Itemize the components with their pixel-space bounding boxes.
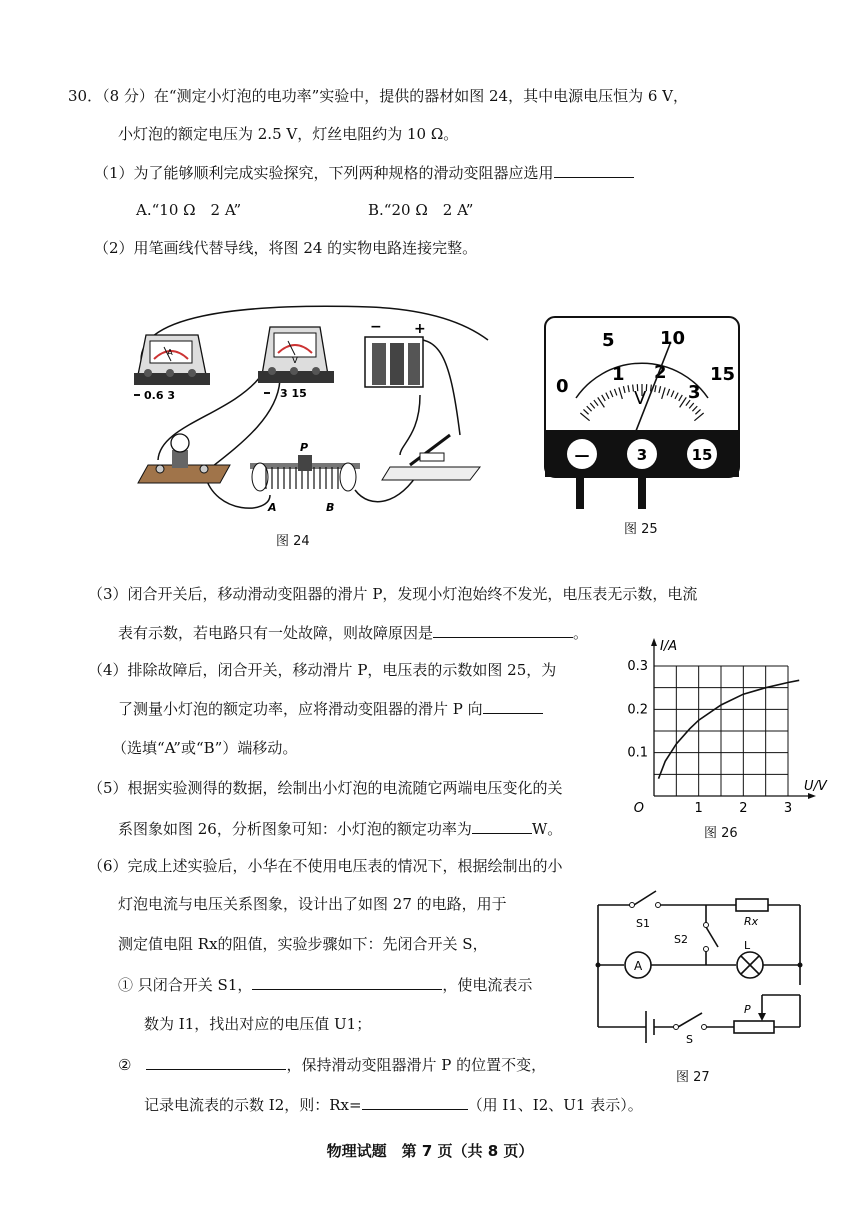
svg-text:0.6 3: 0.6 3 — [144, 389, 175, 402]
step2-line1: ② ，保持滑动变阻器滑片 P 的位置不变， — [118, 1056, 547, 1074]
svg-text:15: 15 — [710, 364, 736, 385]
part5-answer-blank[interactable] — [472, 818, 532, 834]
y-tick-label: 0.3 — [627, 659, 648, 674]
svg-text:3: 3 — [636, 446, 648, 464]
svg-text:3 15: 3 15 — [280, 387, 307, 400]
battery-pack — [365, 319, 426, 387]
part3-answer-blank[interactable] — [433, 622, 573, 638]
svg-text:V: V — [291, 356, 299, 366]
svg-text:+: + — [414, 321, 426, 337]
part4-line2: 了测量小灯泡的额定功率，应将滑动变阻器的滑片 P 向 — [118, 698, 543, 719]
origin-label: O — [633, 801, 644, 816]
svg-text:B: B — [326, 501, 335, 514]
y-tick-label: 0.1 — [627, 745, 648, 761]
step1-answer-blank[interactable] — [252, 974, 442, 990]
part5-line1: （5）根据实验测得的数据，绘制出小灯泡的电流随它两端电压变化的关 — [88, 779, 563, 797]
part3-line1: （3）闭合开关后，移动滑动变阻器的滑片 P，发现小灯泡始终不发光，电压表无示数，电流 — [88, 585, 698, 603]
rx-answer-blank[interactable] — [362, 1094, 468, 1110]
svg-text:5: 5 — [602, 330, 615, 351]
part1-answer-blank[interactable] — [554, 162, 634, 178]
figure-24-caption: 图 24 — [276, 534, 310, 549]
figure-27-caption: 图 27 — [676, 1070, 710, 1085]
svg-text:Rx: Rx — [744, 915, 759, 928]
svg-text:—: — — [574, 446, 590, 464]
question-header-line2: 小灯泡的额定电压为 2.5 V，灯丝电阻约为 10 Ω。 — [118, 125, 459, 143]
svg-text:A: A — [268, 501, 277, 514]
part1-text: （1）为了能够顺利完成实验探究，下列两种规格的滑动变阻器应选用 — [94, 162, 634, 183]
part6-line2: 灯泡电流与电压关系图象，设计出了如图 27 的电路，用于 — [118, 895, 507, 913]
svg-text:S1: S1 — [636, 917, 650, 930]
page-footer: 物理试题 第 7 页（共 8 页） — [326, 1142, 534, 1160]
step2-answer-blank[interactable] — [146, 1054, 286, 1070]
svg-text:2: 2 — [654, 362, 667, 383]
svg-text:15: 15 — [691, 446, 713, 464]
svg-text:P: P — [300, 441, 309, 454]
part6-line3: 测定值电阻 Rx的阻值，实验步骤如下：先闭合开关 S， — [118, 935, 488, 953]
svg-text:V: V — [634, 388, 647, 409]
option-a: A.“10 Ω 2 A” — [136, 201, 242, 219]
lamp-board — [138, 434, 230, 483]
part6-line1: （6）完成上述实验后，小华在不使用电压表的情况下，根据绘制出的小 — [88, 857, 563, 875]
x-tick-label: 3 — [783, 801, 793, 816]
svg-text:P: P — [744, 1003, 751, 1016]
y-axis-arrow — [651, 638, 657, 646]
part5-line2: 系图象如图 26，分析图象可知：小灯泡的额定功率为 W。 — [118, 820, 563, 838]
x-tick-label: 1 — [694, 801, 703, 816]
figure-25-caption: 图 25 — [624, 522, 658, 537]
part4-answer-blank[interactable] — [483, 698, 543, 714]
question-header-line1: 30．（8 分）在“测定小灯泡的电功率”实验中，提供的器材如图 24，其中电源电压恒为 6 V， — [68, 87, 689, 105]
svg-text:10: 10 — [660, 328, 686, 349]
svg-text:A: A — [167, 348, 173, 357]
svg-text:A: A — [634, 959, 643, 973]
ammeter — [134, 335, 210, 402]
svg-text:L: L — [744, 939, 751, 952]
voltmeter — [258, 327, 334, 400]
y-axis-label: I/A — [660, 639, 678, 654]
svg-text:1: 1 — [612, 364, 625, 385]
figure-27-schematic — [594, 885, 804, 1046]
x-tick-label: 2 — [739, 801, 748, 816]
series-line — [659, 680, 800, 778]
svg-text:S2: S2 — [674, 933, 688, 946]
figure-25-voltmeter-dial — [542, 314, 742, 510]
step1-line1: ① 只闭合开关 S1， ，使电流表示 — [118, 976, 533, 994]
figure-26-iu-chart — [620, 636, 827, 818]
figure-26-caption: 图 26 — [704, 826, 738, 841]
svg-text:3: 3 — [688, 382, 701, 403]
svg-text:S: S — [686, 1033, 693, 1046]
step1-line2: 数为 I1，找出对应的电压值 U1； — [144, 1015, 372, 1033]
step2-line2: 记录电流表的示数 I2，则：Rx= （用 I1、I2、U1 表示）。 — [144, 1096, 643, 1114]
y-tick-label: 0.2 — [627, 702, 648, 718]
svg-text:0: 0 — [556, 376, 569, 397]
part4-line1: （4）排除故障后，闭合开关，移动滑片 P，电压表的示数如图 25，为 — [88, 661, 557, 679]
switch — [382, 435, 480, 480]
option-b: B.“20 Ω 2 A” — [368, 201, 474, 219]
part3-line2: 表有示数，若电路只有一处故障，则故障原因是 。 — [118, 624, 589, 642]
figure-24-circuit — [120, 295, 490, 525]
x-axis-label: U/V — [804, 779, 827, 794]
svg-text:−: − — [370, 319, 382, 335]
part4-line3: （选填“A”或“B”）端移动。 — [112, 739, 298, 757]
part2-text: （2）用笔画线代替导线，将图 24 的实物电路连接完整。 — [94, 239, 478, 257]
